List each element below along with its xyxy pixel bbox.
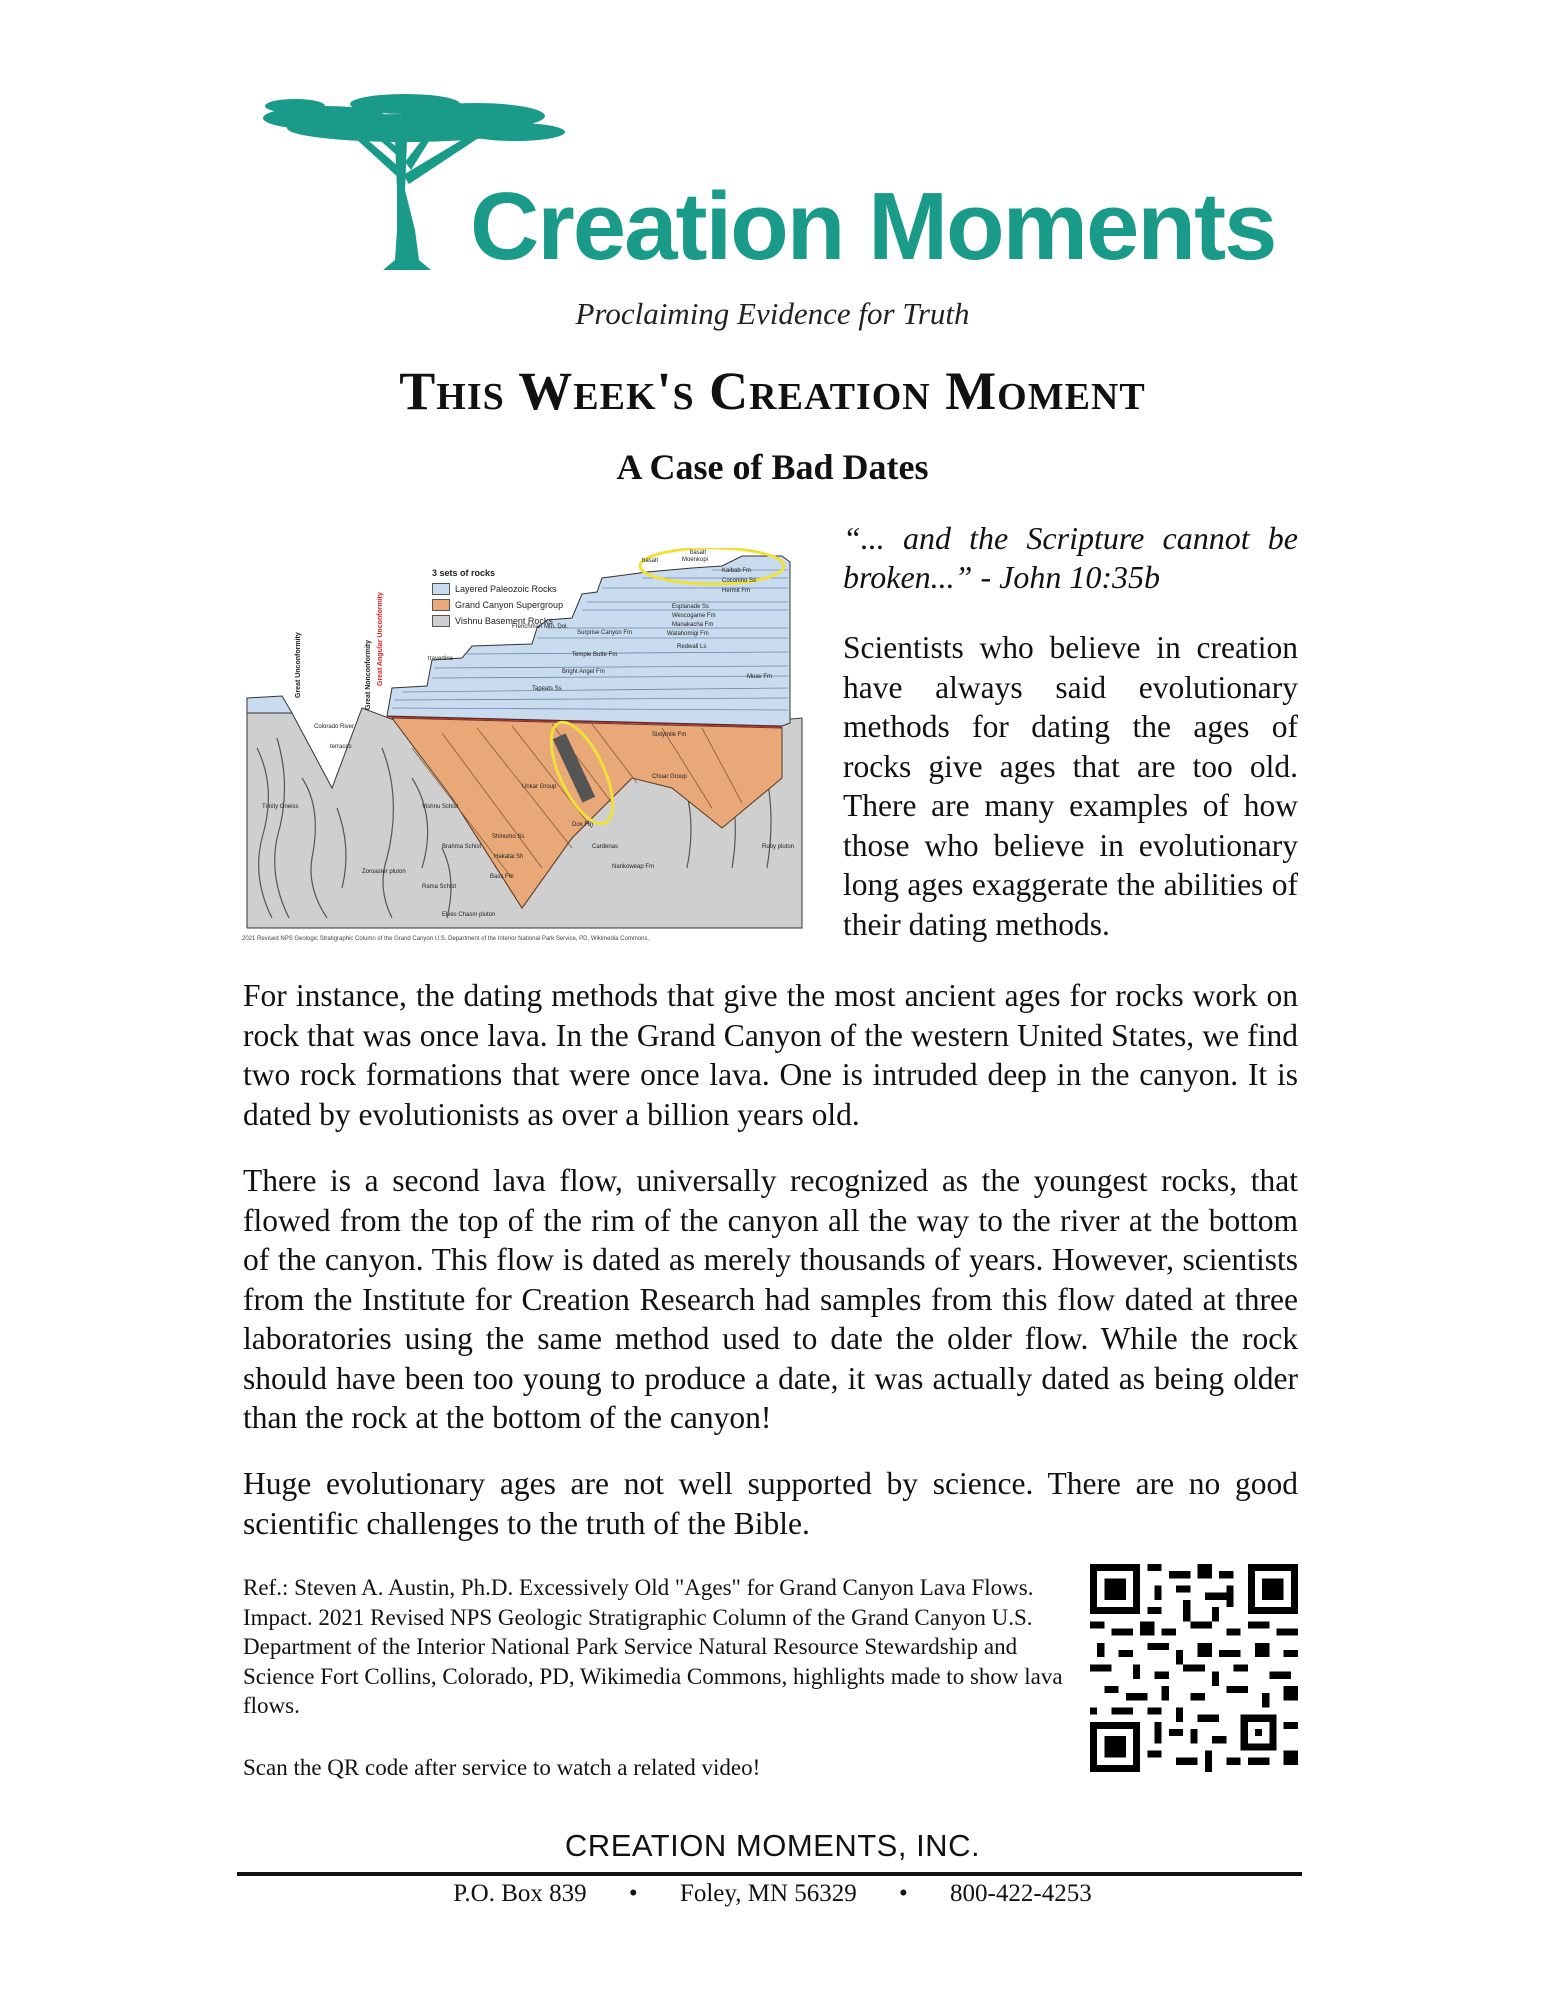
- label-travertine: travertine: [428, 656, 454, 662]
- brand-name: Creation Moments: [470, 173, 1276, 280]
- footer-divider: [237, 1872, 1302, 1876]
- label-ruby: Ruby pluton: [762, 844, 795, 850]
- label-nankoweap: Nankoweap Fm: [612, 864, 655, 870]
- label-bright-angel: Bright Angel Fm: [562, 669, 605, 675]
- legend-label: Vishnu Basement Rocks: [455, 616, 553, 626]
- legend-item: [432, 597, 563, 613]
- label-bass: Bass Fm: [490, 874, 514, 880]
- label-basalt-small: basalt: [690, 550, 707, 556]
- label-sixtymile: Sixtymile Fm: [652, 732, 687, 738]
- label-manakacha: Manakacha Fm: [672, 622, 714, 628]
- label-cardenas: Cardenas: [592, 844, 619, 850]
- label-hermit: Hermit Fm: [722, 588, 750, 594]
- left-rim: [247, 696, 292, 713]
- label-frenchman: Frenchman Mtn. Dol.: [512, 624, 569, 630]
- contact-line: [0, 1880, 1545, 1908]
- article-title: A Case of Bad Dates: [616, 447, 929, 487]
- company-name: CREATION MOMENTS, INC.: [564, 1828, 981, 1863]
- label-esplanade: Esplanade Ss: [672, 604, 710, 610]
- label-hakatai: Hakatai Sh: [494, 854, 524, 860]
- label-great-angular: Great Angular Unconformity: [377, 592, 384, 686]
- label-rama: Rama Schist: [422, 884, 457, 890]
- label-shinumo: Shinumo Ss: [492, 834, 525, 840]
- legend-label: Grand Canyon Supergroup: [455, 600, 564, 610]
- body-paragraph: Huge evolutionary ages are not well supported by science. There are no good scientific challenges to the truth of the Bible.: [243, 1466, 1298, 1541]
- city-address: Foley, MN 56329: [679, 1880, 857, 1907]
- legend-item: [432, 581, 563, 597]
- label-unkar: Unkar Group: [522, 784, 557, 790]
- body-paragraph: There is a second lava flow, universally recognized as the youngest rocks, that flowed from the top of the rim of the canyon all the way to the river at the bottom of the canyon. This flow is dated as merely thousands of years. However, scientists from the Institute for Creation Research had samples from this flow dated at three laboratories using the same method used to date the older flow. While the rock should have been too young to produce a date, it was actually dated as being older than the rock at the bottom of the canyon!: [243, 1163, 1298, 1435]
- label-muav: Muav Fm: [747, 674, 773, 680]
- page-title: This Week's Creation Moment: [399, 361, 1146, 421]
- label-zoroaster: Zoroaster pluton: [362, 869, 406, 875]
- label-vishnu: Vishnu Schist: [422, 804, 459, 810]
- separator: •: [628, 1880, 638, 1907]
- label-colorado-river: Colorado River: [314, 724, 355, 730]
- intro-paragraph: Scientists who believe in creation have always said evolutionary methods for dating the ages of rocks give ages that are too old. There are many examples of how those who believe in evolutionary long ages exaggerate the abilities of their dating methods.: [843, 630, 1298, 942]
- label-watahomigi: Watahomigi Fm: [667, 631, 709, 637]
- reference-text: Ref.: Steven A. Austin, Ph.D. Excessively Old "Ages" for Grand Canyon Lava Flows. Impact. 2021 Revised NPS Geologic Stratigraphic Column of the Grand Canyon U.S. Department of the Interior National Park Service Natural Resource Stewardship and Science Fort Collins, Colorado, PD, Wikimedia Commons, highlights made to show lava flows.: [243, 1575, 1063, 1718]
- label-surprise-canyon: Surprise Canyon Fm: [577, 630, 633, 636]
- legend-title: 3 sets of rocks: [432, 568, 496, 578]
- label-basalt-top: basalt: [642, 558, 659, 564]
- figure-legend: [432, 568, 563, 629]
- label-great-unconformity: Great Unconformity: [295, 632, 302, 698]
- label-elves: Elves Chasm pluton: [442, 912, 496, 918]
- legend-swatch: [432, 583, 450, 595]
- logo: [255, 80, 1275, 280]
- figure-caption: 2021 Revised NPS Geologic Stratigraphic Column of the Grand Canyon U.S. Department of the Interior National Park Service, PD, Wikimedia Commons.: [242, 936, 650, 942]
- label-redwall: Redwall Ls: [677, 644, 707, 650]
- label-brahma: Brahma Schist: [442, 844, 482, 850]
- legend-label: Layered Paleozoic Rocks: [455, 584, 557, 594]
- label-moenkopi: Moenkopi: [682, 557, 709, 563]
- label-great-nonconformity: Great Nonconformity: [365, 639, 372, 710]
- tagline: Proclaiming Evidence for Truth: [575, 296, 970, 331]
- phone-number: 800-422-4253: [950, 1880, 1092, 1907]
- label-dox: Dox Fm: [572, 822, 593, 828]
- legend-swatch: [432, 615, 450, 627]
- grand-canyon-cross-section-figure: [242, 548, 810, 948]
- body-paragraph: For instance, the dating methods that give the most ancient ages for rocks work on rock that was once lava. In the Grand Canyon of the western United States, we find two rock formations that were once lava. One is intruded deep in the canyon. It is dated by evolutionists as over a billion years old.: [243, 978, 1298, 1132]
- separator: •: [899, 1880, 908, 1907]
- scan-note: Scan the QR code after service to watch a related video!: [243, 1755, 761, 1780]
- label-terraces: terraces: [330, 744, 352, 750]
- label-wescogame: Wescogame Fm: [672, 613, 716, 619]
- label-trinity: Trinity Gneiss: [262, 804, 299, 810]
- label-coconino: Coconino Ss: [722, 578, 757, 584]
- legend-swatch: [432, 599, 450, 611]
- qr-code-icon[interactable]: [1090, 1564, 1298, 1772]
- label-temple-butte: Temple Butte Fm: [572, 652, 618, 658]
- label-tapeats: Tapeats Ss: [532, 686, 562, 692]
- po-box: P.O. Box 839: [453, 1880, 587, 1907]
- label-chuar: Chuar Group: [652, 774, 687, 780]
- legend-item: [432, 613, 563, 629]
- scripture-quote: “... and the Scripture cannot be broken...” - John 10:35b: [843, 520, 1298, 595]
- label-kaibab: Kaibab Fm: [722, 568, 752, 574]
